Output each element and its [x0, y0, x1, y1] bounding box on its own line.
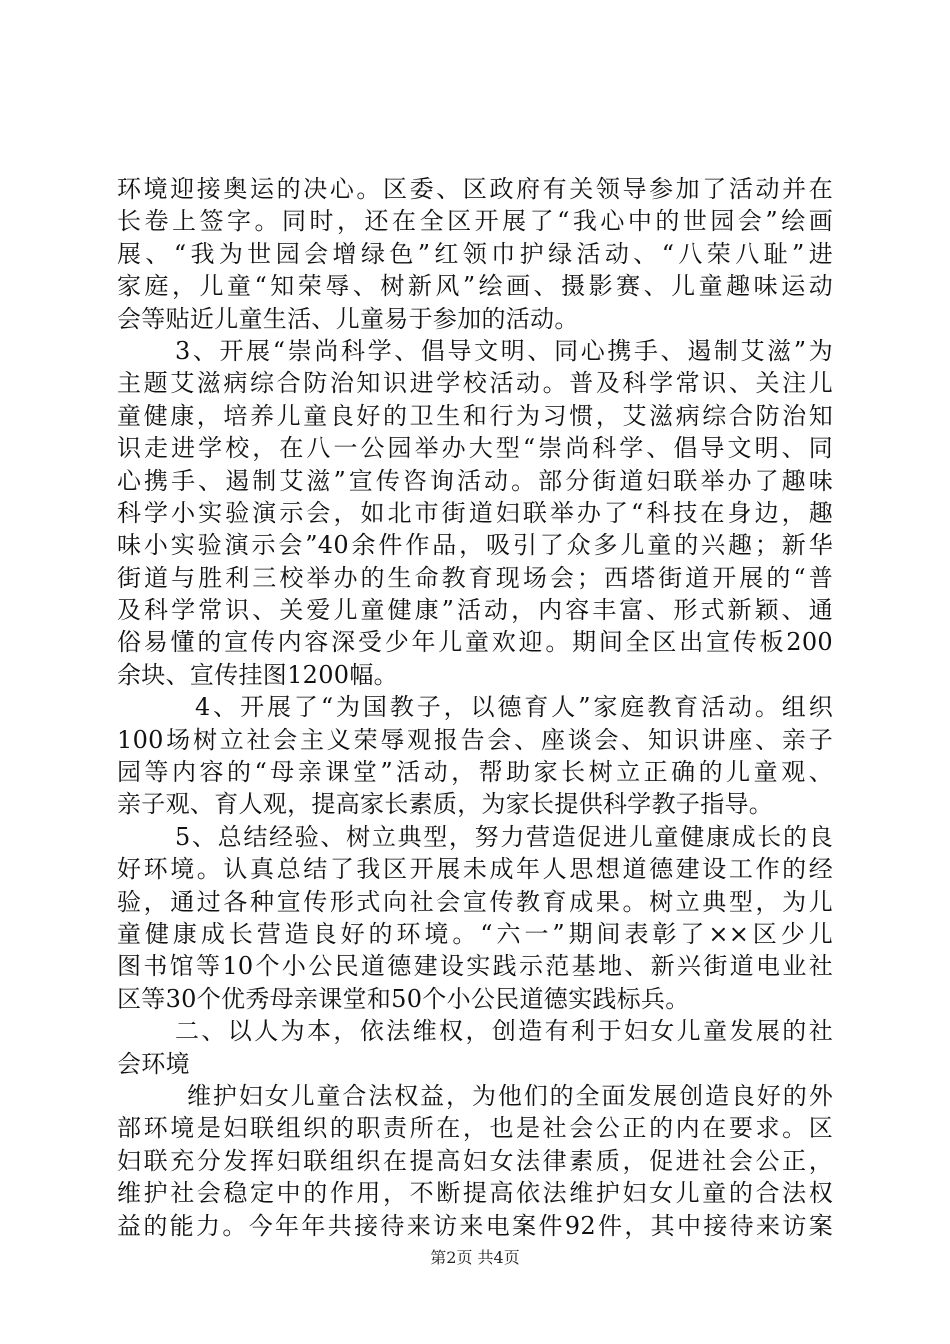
text-line: 余块、宣传挂图1200幅。 — [117, 660, 398, 689]
text-line: 维护妇女儿童合法权益，为他们的全面发展创造良好的外 — [187, 1081, 833, 1110]
text-line: 3、开展“崇尚科学、倡导文明、同心携手、遏制艾滋”为 — [175, 336, 833, 365]
text-line: 妇联充分发挥妇联组织在提高妇女法律素质，促进社会公正， — [117, 1146, 833, 1175]
text-line: 科学小实验演示会，如北市街道妇联举办了“科技在身边，趣 — [117, 498, 833, 527]
text-line: 会环境 — [117, 1049, 190, 1078]
text-line: 益的能力。今年年共接待来访来电案件92件，其中接待来访案 — [117, 1211, 833, 1240]
text-line: 俗易懂的宣传内容深受少年儿童欢迎。期间全区出宣传板200 — [117, 628, 833, 657]
text-line: 4、开展了“为国教子，以德育人”家庭教育活动。组织 — [195, 693, 833, 722]
text-line: 家庭，儿童“知荣辱、树新风”绘画、摄影赛、儿童趣味运动 — [117, 272, 833, 301]
text-line: 区等30个优秀母亲课堂和50个小公民道德实践标兵。 — [117, 984, 690, 1013]
text-line: 展、“我为世园会增绿色”红领巾护绿活动、“八荣八耻”进 — [117, 239, 833, 268]
text-line: 维护社会稳定中的作用，不断提高依法维护妇女儿童的合法权 — [117, 1179, 833, 1208]
text-line: 环境迎接奥运的决心。区委、区政府有关领导参加了活动并在 — [117, 175, 833, 203]
text-line: 会等贴近儿童生活、儿童易于参加的活动。 — [117, 304, 579, 333]
text-line: 5、总结经验、树立典型，努力营造促进儿童健康成长的良 — [175, 822, 833, 851]
text-line: 亲子观、育人观，提高家长素质，为家长提供科学教子指导。 — [117, 790, 774, 819]
text-line: 好环境。认真总结了我区开展未成年人思想道德建设工作的经 — [117, 855, 833, 884]
text-line: 长卷上签字。同时，还在全区开展了“我心中的世园会”绘画 — [117, 207, 833, 236]
text-line: 园等内容的“母亲课堂”活动，帮助家长树立正确的儿童观、 — [117, 758, 833, 787]
text-line: 二、以人为本，依法维权，创造有利于妇女儿童发展的社 — [175, 1017, 833, 1046]
text-line: 及科学常识、关爱儿童健康”活动，内容丰富、形式新颖、通 — [117, 596, 833, 625]
text-line: 童健康，培养儿童良好的卫生和行为习惯，艾滋病综合防治知 — [117, 401, 833, 430]
text-line: 部环境是妇联组织的职责所在，也是社会公正的内在要求。区 — [117, 1114, 833, 1143]
text-line: 识走进学校，在八一公园举办大型“崇尚科学、倡导文明、同 — [117, 434, 833, 463]
text-line: 味小实验演示会”40余件作品，吸引了众多儿童的兴趣；新华 — [117, 531, 833, 560]
text-line: 街道与胜利三校举办的生命教育现场会；西塔街道开展的“普 — [117, 563, 833, 592]
text-line: 图书馆等10个小公民道德建设实践示范基地、新兴街道电业社 — [117, 952, 833, 981]
page-footer: 第2页 共4页 — [430, 1248, 520, 1267]
text-line: 主题艾滋病综合防治知识进学校活动。普及科学常识、关注儿 — [117, 369, 833, 398]
text-line: 心携手、遏制艾滋”宣传咨询活动。部分街道妇联举办了趣味 — [117, 466, 833, 495]
text-line: 童健康成长营造良好的环境。“六一”期间表彰了××区少儿 — [117, 919, 833, 948]
document-body — [117, 173, 833, 1242]
text-line: 验，通过各种宣传形式向社会宣传教育成果。树立典型，为儿 — [117, 887, 833, 916]
text-line: 100场树立社会主义荣辱观报告会、座谈会、知识讲座、亲子 — [117, 725, 833, 754]
